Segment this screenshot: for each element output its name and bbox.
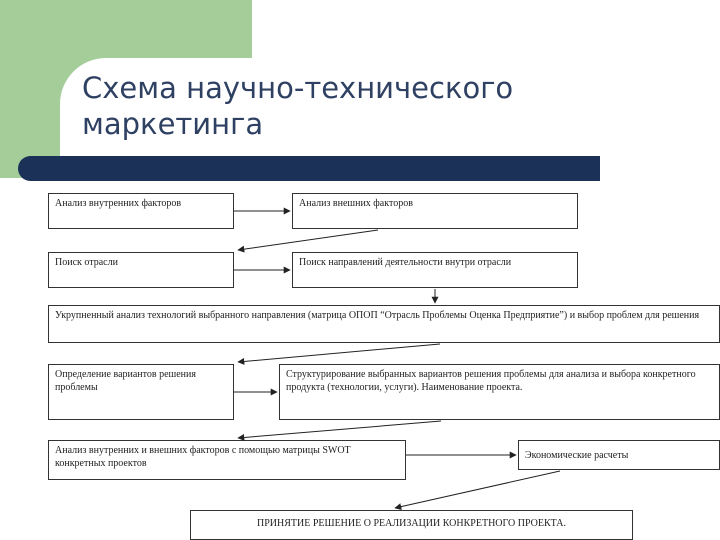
box-internal-factors: Анализ внутренних факторов — [48, 193, 234, 229]
box-solution-variants: Определение вариантов решения проблемы — [48, 364, 234, 420]
box-economics: Экономические расчеты — [518, 440, 720, 470]
slide-title: Схема научно-технического маркетинга — [82, 71, 514, 141]
box-industry-search: Поиск отрасли — [48, 252, 234, 288]
box-tech-analysis: Укрупненный анализ технологий выбранного направления (матрица ОПОП “Отрасль Проблемы Оценка Предприятие”) и выбор проблем для решения — [48, 305, 720, 343]
title-underline-bar — [18, 156, 600, 181]
box-structuring: Структурирование выбранных вариантов решения проблемы для анализа и выбора конкретного продукта (технологии, услуги). Наименование проекта. — [279, 364, 720, 420]
box-decision: ПРИНЯТИЕ РЕШЕНИЕ О РЕАЛИЗАЦИИ КОНКРЕТНОГО ПРОЕКТА. — [190, 510, 633, 540]
box-swot: Анализ внутренних и внешних факторов с помощью матрицы SWOT конкретных проектов — [48, 440, 406, 480]
box-direction-search: Поиск направлений деятельности внутри отрасли — [292, 252, 578, 288]
box-external-factors: Анализ внешних факторов — [292, 193, 578, 229]
